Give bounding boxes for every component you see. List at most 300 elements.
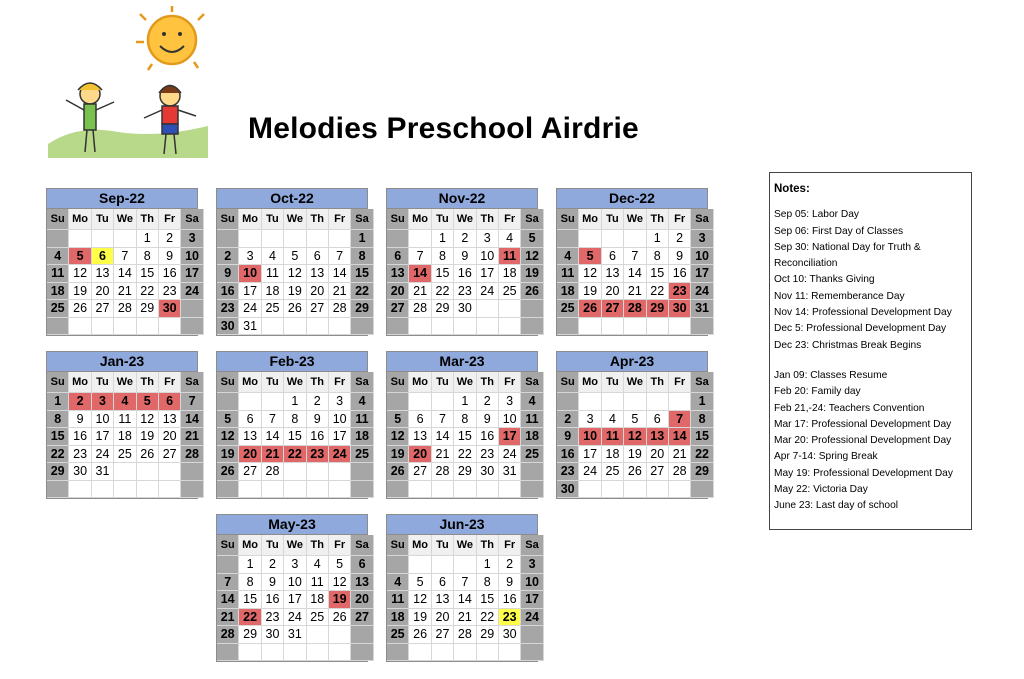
- empty-cell: [351, 626, 373, 644]
- day-cell: 8: [351, 247, 373, 265]
- weekday-label: Su: [47, 372, 69, 393]
- day-cell: 28: [409, 300, 431, 318]
- day-cell: 12: [579, 265, 601, 283]
- day-cell: 20: [306, 282, 328, 300]
- day-cell: 17: [476, 265, 498, 283]
- empty-cell: [498, 480, 520, 498]
- empty-cell: [217, 643, 239, 661]
- empty-cell: [579, 393, 601, 411]
- day-cell: 12: [521, 247, 543, 265]
- day-cell: 16: [668, 265, 690, 283]
- day-cell: 30: [498, 626, 520, 644]
- weekday-label: Fr: [328, 372, 350, 393]
- day-cell: 2: [158, 230, 180, 248]
- day-cell: 24: [284, 608, 306, 626]
- empty-cell: [328, 463, 350, 481]
- month-calendar: [216, 514, 368, 662]
- weekday-label: Su: [387, 372, 409, 393]
- day-cell: 3: [579, 410, 601, 428]
- day-cell: 19: [579, 282, 601, 300]
- day-cell: 14: [261, 428, 283, 446]
- empty-cell: [498, 643, 520, 661]
- day-cell: 21: [328, 282, 350, 300]
- day-cell: 23: [158, 282, 180, 300]
- note-line: Mar 20: Professional Development Day: [774, 435, 952, 447]
- month-title: Nov-22: [387, 189, 537, 209]
- day-cell: 25: [351, 445, 373, 463]
- empty-cell: [476, 643, 498, 661]
- empty-cell: [668, 393, 690, 411]
- day-cell: 4: [498, 230, 520, 248]
- day-cell: 17: [328, 428, 350, 446]
- empty-cell: [498, 300, 520, 318]
- empty-cell: [158, 317, 180, 335]
- note-line: Sep 05: Labor Day: [774, 209, 859, 221]
- empty-cell: [691, 480, 713, 498]
- day-cell: 18: [306, 591, 328, 609]
- day-cell: 11: [601, 428, 623, 446]
- day-cell: 1: [351, 230, 373, 248]
- day-cell: 28: [431, 463, 453, 481]
- day-cell: 11: [557, 265, 579, 283]
- empty-cell: [261, 230, 283, 248]
- day-cell: 14: [624, 265, 646, 283]
- empty-cell: [454, 643, 476, 661]
- day-cell: 4: [387, 573, 409, 591]
- empty-cell: [91, 317, 113, 335]
- day-cell: 12: [624, 428, 646, 446]
- day-cell: 21: [181, 428, 203, 446]
- empty-cell: [328, 643, 350, 661]
- empty-cell: [47, 230, 69, 248]
- empty-cell: [624, 230, 646, 248]
- day-cell: 15: [646, 265, 668, 283]
- day-cell: 19: [217, 445, 239, 463]
- day-cell: 17: [498, 428, 520, 446]
- day-cell: 19: [409, 608, 431, 626]
- empty-cell: [217, 230, 239, 248]
- day-cell: 29: [691, 463, 713, 481]
- day-cell: 30: [69, 463, 91, 481]
- day-cell: 15: [476, 591, 498, 609]
- empty-cell: [431, 643, 453, 661]
- day-cell: 14: [431, 428, 453, 446]
- day-cell: 15: [136, 265, 158, 283]
- weekday-label: Sa: [351, 535, 373, 556]
- day-cell: 12: [328, 573, 350, 591]
- weekday-label: Fr: [158, 209, 180, 230]
- weekday-label: Tu: [261, 372, 283, 393]
- day-cell: 9: [261, 573, 283, 591]
- empty-cell: [158, 480, 180, 498]
- day-cell: 20: [646, 445, 668, 463]
- empty-cell: [691, 317, 713, 335]
- day-cell: 10: [691, 247, 713, 265]
- day-cell: 13: [91, 265, 113, 283]
- day-cell: 6: [646, 410, 668, 428]
- month-title: Feb-23: [217, 352, 367, 372]
- empty-cell: [261, 480, 283, 498]
- weekday-label: Th: [476, 372, 498, 393]
- weekday-label: Th: [306, 535, 328, 556]
- day-cell: 9: [476, 410, 498, 428]
- day-cell: 26: [328, 608, 350, 626]
- weekday-label: Th: [646, 372, 668, 393]
- day-cell: 24: [91, 445, 113, 463]
- empty-cell: [306, 317, 328, 335]
- empty-cell: [579, 230, 601, 248]
- empty-cell: [521, 643, 543, 661]
- month-calendar: [386, 351, 538, 499]
- day-cell: 18: [261, 282, 283, 300]
- day-cell: 1: [136, 230, 158, 248]
- day-cell: 23: [557, 463, 579, 481]
- day-cell: 26: [284, 300, 306, 318]
- day-cell: 3: [239, 247, 261, 265]
- day-cell: 16: [557, 445, 579, 463]
- empty-cell: [387, 393, 409, 411]
- day-cell: 22: [284, 445, 306, 463]
- day-cell: 26: [217, 463, 239, 481]
- empty-cell: [239, 393, 261, 411]
- day-cell: 13: [431, 591, 453, 609]
- day-cell: 29: [476, 626, 498, 644]
- weekday-label: Tu: [431, 535, 453, 556]
- note-line: Sep 06: First Day of Classes: [774, 225, 904, 237]
- weekday-label: Tu: [91, 209, 113, 230]
- day-cell: 2: [306, 393, 328, 411]
- notes-panel: [769, 172, 972, 530]
- day-cell: 4: [557, 247, 579, 265]
- day-cell: 5: [328, 556, 350, 574]
- weekday-label: Mo: [69, 209, 91, 230]
- empty-cell: [454, 317, 476, 335]
- weekday-label: Mo: [239, 209, 261, 230]
- weekday-label: Fr: [668, 209, 690, 230]
- empty-cell: [557, 230, 579, 248]
- day-cell: 2: [476, 393, 498, 411]
- day-cell: 22: [476, 608, 498, 626]
- empty-cell: [306, 626, 328, 644]
- day-cell: 26: [579, 300, 601, 318]
- day-cell: 23: [668, 282, 690, 300]
- empty-cell: [284, 463, 306, 481]
- day-cell: 14: [114, 265, 136, 283]
- day-cell: 5: [284, 247, 306, 265]
- day-cell: 8: [691, 410, 713, 428]
- empty-cell: [351, 317, 373, 335]
- day-cell: 10: [498, 410, 520, 428]
- empty-cell: [351, 480, 373, 498]
- day-cell: 16: [69, 428, 91, 446]
- day-cell: 24: [181, 282, 203, 300]
- empty-cell: [306, 643, 328, 661]
- day-cell: 22: [239, 608, 261, 626]
- day-cell: 13: [351, 573, 373, 591]
- day-cell: 1: [646, 230, 668, 248]
- empty-cell: [239, 480, 261, 498]
- day-cell: 1: [476, 556, 498, 574]
- empty-cell: [409, 643, 431, 661]
- day-cell: 28: [261, 463, 283, 481]
- day-cell: 8: [284, 410, 306, 428]
- empty-cell: [646, 480, 668, 498]
- day-cell: 3: [476, 230, 498, 248]
- month-calendar: [386, 514, 538, 662]
- day-cell: 30: [668, 300, 690, 318]
- empty-cell: [409, 393, 431, 411]
- weekday-label: Sa: [521, 535, 543, 556]
- day-cell: 14: [217, 591, 239, 609]
- day-cell: 12: [409, 591, 431, 609]
- day-cell: 23: [498, 608, 520, 626]
- day-cell: 13: [239, 428, 261, 446]
- day-cell: 8: [239, 573, 261, 591]
- empty-cell: [136, 317, 158, 335]
- day-cell: 28: [454, 626, 476, 644]
- day-cell: 24: [498, 445, 520, 463]
- weekday-label: Tu: [431, 209, 453, 230]
- day-cell: 26: [136, 445, 158, 463]
- day-cell: 24: [579, 463, 601, 481]
- weekday-label: We: [454, 209, 476, 230]
- weekday-label: Su: [217, 535, 239, 556]
- day-cell: 31: [498, 463, 520, 481]
- day-cell: 3: [691, 230, 713, 248]
- day-cell: 1: [239, 556, 261, 574]
- empty-cell: [431, 556, 453, 574]
- day-cell: 13: [601, 265, 623, 283]
- day-cell: 24: [476, 282, 498, 300]
- day-cell: 27: [431, 626, 453, 644]
- month-title: Oct-22: [217, 189, 367, 209]
- weekday-label: Mo: [69, 372, 91, 393]
- weekday-label: Fr: [158, 372, 180, 393]
- day-cell: 21: [668, 445, 690, 463]
- day-cell: 26: [521, 282, 543, 300]
- weekday-label: Mo: [409, 535, 431, 556]
- empty-cell: [498, 317, 520, 335]
- day-cell: 10: [181, 247, 203, 265]
- day-cell: 17: [181, 265, 203, 283]
- weekday-label: Tu: [431, 372, 453, 393]
- day-cell: 4: [351, 393, 373, 411]
- note-line: Mar 17: Professional Development Day: [774, 418, 952, 430]
- empty-cell: [114, 463, 136, 481]
- day-cell: 19: [69, 282, 91, 300]
- day-cell: 9: [158, 247, 180, 265]
- month-calendar: [556, 188, 708, 336]
- day-cell: 10: [521, 573, 543, 591]
- empty-cell: [69, 480, 91, 498]
- day-cell: 4: [601, 410, 623, 428]
- day-cell: 4: [306, 556, 328, 574]
- empty-cell: [284, 317, 306, 335]
- day-cell: 9: [668, 247, 690, 265]
- day-cell: 10: [284, 573, 306, 591]
- weekday-label: Fr: [328, 209, 350, 230]
- weekday-label: Su: [217, 209, 239, 230]
- weekday-label: Mo: [579, 372, 601, 393]
- weekday-label: Sa: [351, 372, 373, 393]
- day-cell: 6: [601, 247, 623, 265]
- day-cell: 30: [557, 480, 579, 498]
- day-cell: 14: [181, 410, 203, 428]
- weekday-label: Tu: [601, 209, 623, 230]
- day-cell: 27: [646, 463, 668, 481]
- note-line: Sep 30: National Day for Truth &: [774, 241, 921, 253]
- empty-cell: [431, 480, 453, 498]
- empty-cell: [646, 393, 668, 411]
- empty-cell: [306, 230, 328, 248]
- day-cell: 15: [431, 265, 453, 283]
- day-cell: 3: [91, 393, 113, 411]
- day-cell: 30: [261, 626, 283, 644]
- day-cell: 19: [136, 428, 158, 446]
- note-line: June 23: Last day of school: [774, 500, 899, 512]
- day-cell: 24: [328, 445, 350, 463]
- day-cell: 29: [431, 300, 453, 318]
- day-cell: 3: [498, 393, 520, 411]
- weekday-label: We: [114, 372, 136, 393]
- weekday-label: Su: [557, 372, 579, 393]
- preschool-logo: [48, 6, 208, 158]
- day-cell: 29: [351, 300, 373, 318]
- day-cell: 10: [328, 410, 350, 428]
- day-cell: 8: [476, 573, 498, 591]
- day-cell: 2: [498, 556, 520, 574]
- empty-cell: [91, 480, 113, 498]
- day-cell: 9: [498, 573, 520, 591]
- day-cell: 19: [624, 445, 646, 463]
- day-cell: 28: [668, 463, 690, 481]
- day-cell: 11: [521, 410, 543, 428]
- weekday-label: Th: [476, 535, 498, 556]
- weekday-label: We: [284, 372, 306, 393]
- note-line: Reconciliation: [774, 258, 838, 270]
- day-cell: 8: [431, 247, 453, 265]
- empty-cell: [409, 230, 431, 248]
- day-cell: 5: [409, 573, 431, 591]
- note-line: May 19: Professional Development Day: [774, 467, 953, 479]
- day-cell: 28: [624, 300, 646, 318]
- day-cell: 16: [261, 591, 283, 609]
- day-cell: 13: [387, 265, 409, 283]
- empty-cell: [217, 480, 239, 498]
- empty-cell: [409, 480, 431, 498]
- day-cell: 24: [691, 282, 713, 300]
- empty-cell: [431, 393, 453, 411]
- day-cell: 17: [691, 265, 713, 283]
- day-cell: 11: [387, 591, 409, 609]
- day-cell: 28: [217, 626, 239, 644]
- weekday-label: Mo: [409, 209, 431, 230]
- day-cell: 29: [47, 463, 69, 481]
- weekday-label: Fr: [668, 372, 690, 393]
- empty-cell: [601, 393, 623, 411]
- day-cell: 27: [351, 608, 373, 626]
- note-line: Oct 10: Thanks Giving: [774, 274, 875, 286]
- day-cell: 27: [306, 300, 328, 318]
- day-cell: 27: [91, 300, 113, 318]
- day-cell: 20: [351, 591, 373, 609]
- day-cell: 29: [454, 463, 476, 481]
- day-cell: 16: [158, 265, 180, 283]
- day-cell: 1: [284, 393, 306, 411]
- day-cell: 27: [158, 445, 180, 463]
- empty-cell: [239, 643, 261, 661]
- day-cell: 27: [239, 463, 261, 481]
- empty-cell: [328, 317, 350, 335]
- empty-cell: [47, 317, 69, 335]
- weekday-label: Tu: [601, 372, 623, 393]
- day-cell: 20: [409, 445, 431, 463]
- day-cell: 7: [328, 247, 350, 265]
- day-cell: 16: [498, 591, 520, 609]
- day-cell: 10: [579, 428, 601, 446]
- day-cell: 28: [114, 300, 136, 318]
- weekday-label: We: [284, 535, 306, 556]
- month-calendar: [46, 188, 198, 336]
- note-line: Jan 09: Classes Resume: [774, 369, 888, 381]
- note-line: May 22: Victoria Day: [774, 484, 868, 496]
- day-cell: 9: [217, 265, 239, 283]
- day-cell: 27: [409, 463, 431, 481]
- month-calendar: [216, 188, 368, 336]
- notes-group-fall: [774, 207, 968, 354]
- day-cell: 20: [601, 282, 623, 300]
- empty-cell: [181, 300, 203, 318]
- day-cell: 30: [158, 300, 180, 318]
- empty-cell: [69, 230, 91, 248]
- day-cell: 2: [668, 230, 690, 248]
- day-cell: 11: [261, 265, 283, 283]
- day-cell: 9: [306, 410, 328, 428]
- day-cell: 22: [646, 282, 668, 300]
- day-cell: 6: [239, 410, 261, 428]
- day-cell: 20: [158, 428, 180, 446]
- weekday-label: We: [454, 372, 476, 393]
- note-line: Feb 21,-24: Teachers Convention: [774, 402, 925, 414]
- day-cell: 25: [261, 300, 283, 318]
- weekday-label: Mo: [239, 372, 261, 393]
- weekday-label: Su: [217, 372, 239, 393]
- day-cell: 31: [691, 300, 713, 318]
- day-cell: 19: [328, 591, 350, 609]
- month-title: Jun-23: [387, 515, 537, 535]
- empty-cell: [261, 317, 283, 335]
- day-cell: 25: [601, 463, 623, 481]
- day-cell: 2: [454, 230, 476, 248]
- day-cell: 18: [351, 428, 373, 446]
- day-cell: 4: [261, 247, 283, 265]
- day-cell: 7: [217, 573, 239, 591]
- note-line: Nov 14: Professional Development Day: [774, 307, 952, 319]
- month-title: Dec-22: [557, 189, 707, 209]
- day-cell: 20: [239, 445, 261, 463]
- day-cell: 21: [261, 445, 283, 463]
- day-cell: 19: [387, 445, 409, 463]
- day-cell: 13: [158, 410, 180, 428]
- day-cell: 17: [239, 282, 261, 300]
- empty-cell: [181, 480, 203, 498]
- empty-cell: [646, 317, 668, 335]
- weekday-label: Mo: [409, 372, 431, 393]
- day-cell: 13: [409, 428, 431, 446]
- day-cell: 28: [328, 300, 350, 318]
- weekday-label: Tu: [261, 209, 283, 230]
- empty-cell: [328, 480, 350, 498]
